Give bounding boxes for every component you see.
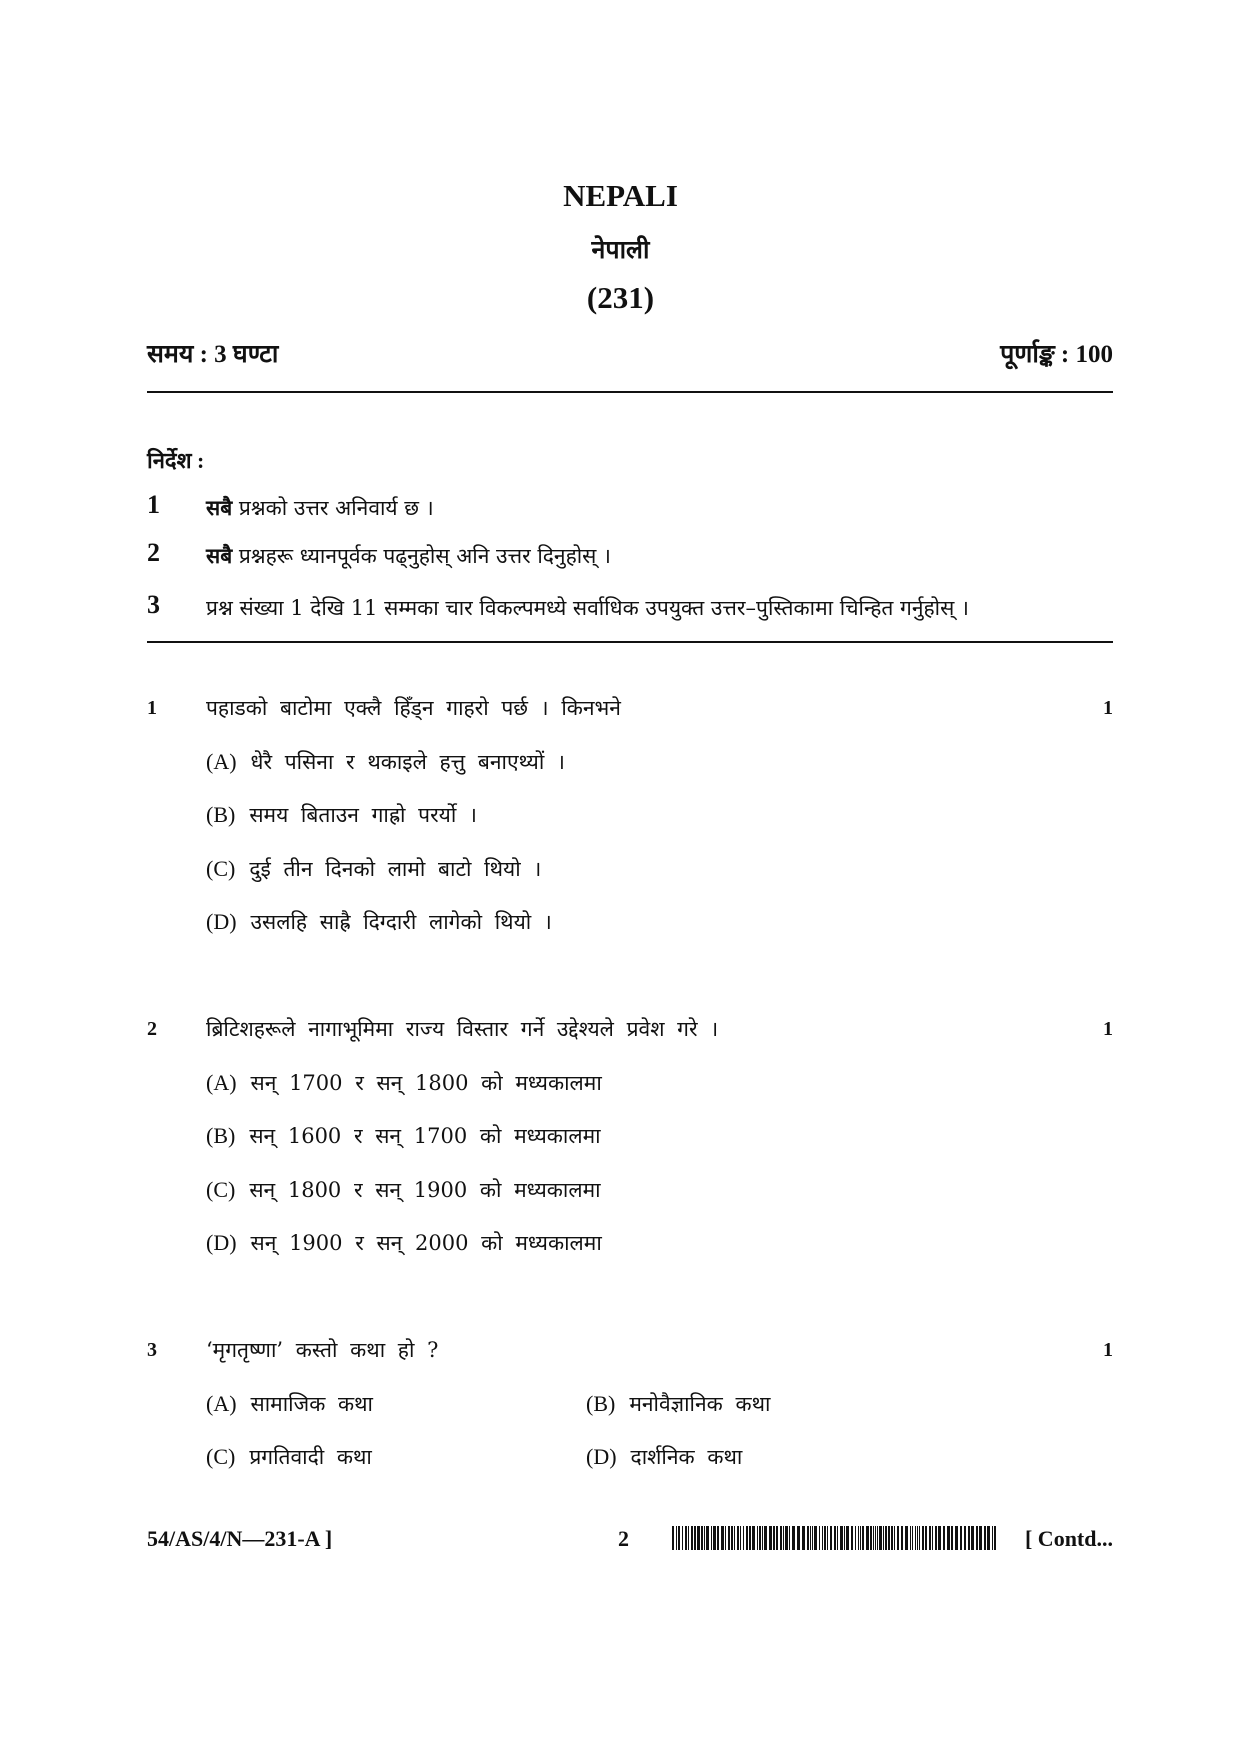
option-text: सन् 1700 र सन् 1800 को मध्यकालमा [250, 1071, 602, 1095]
barcode-bar [812, 1526, 813, 1550]
subject-title-nepali: नेपाली [591, 237, 650, 264]
option[interactable] [206, 1122, 601, 1150]
barcode-bar [925, 1526, 927, 1550]
question-number: 3 [147, 1339, 157, 1361]
barcode-bar [734, 1526, 735, 1550]
barcode-bar [960, 1526, 962, 1550]
barcode-bar [951, 1526, 953, 1550]
option[interactable] [206, 748, 565, 776]
full-marks: पूर्णाङ्क : 100 [1000, 341, 1113, 368]
option-label: (C) [206, 856, 236, 881]
instruction-body: प्रश्नको उत्तर अनिवार्य छ । [232, 496, 434, 520]
option-label: (A) [206, 749, 237, 774]
option[interactable] [586, 1443, 742, 1471]
barcode-bar [725, 1526, 726, 1550]
barcode-bar [929, 1526, 931, 1550]
barcode-bar [935, 1526, 937, 1550]
barcode-bar [819, 1526, 820, 1550]
barcode-bar [888, 1526, 890, 1550]
instruction-text [206, 594, 969, 622]
barcode-bar [797, 1526, 800, 1550]
barcode-bar [897, 1526, 899, 1550]
barcode-bar [992, 1526, 993, 1550]
barcode-bar [783, 1526, 784, 1550]
option-label: (C) [206, 1444, 236, 1469]
barcode-bar [769, 1526, 772, 1550]
barcode-bar [789, 1526, 790, 1550]
barcode-bar [875, 1526, 876, 1550]
barcode-bar [810, 1526, 811, 1550]
barcode-bar [740, 1526, 741, 1550]
barcode-bar [860, 1526, 861, 1550]
barcode-bar [691, 1526, 693, 1550]
barcode-bar [676, 1526, 677, 1550]
instruction-emphasis: सबै [206, 495, 233, 520]
barcode-bar [932, 1526, 933, 1550]
barcode-bar [685, 1526, 687, 1550]
barcode-bar [968, 1526, 970, 1550]
time-allowed: समय : 3 घण्टा [147, 341, 279, 368]
instruction-number: 3 [147, 590, 160, 619]
barcode-bar [894, 1526, 895, 1550]
barcode-bar [814, 1526, 817, 1550]
barcode-bar [701, 1526, 703, 1550]
subject-title: NEPALI [563, 178, 678, 213]
barcode-bar [706, 1526, 709, 1550]
barcode-bar [938, 1526, 941, 1550]
barcode-bar [704, 1526, 705, 1550]
option-label: (C) [206, 1177, 236, 1202]
question-text: पहाडको बाटोमा एक्लै हिँड्न गाहरो पर्छ । किनभने [206, 696, 621, 720]
option-text: प्रगतिवादी कथा [249, 1445, 372, 1469]
barcode-bar [844, 1526, 845, 1550]
barcode-bar [837, 1526, 838, 1550]
barcode-bar [678, 1526, 680, 1550]
option-label: (D) [206, 909, 237, 934]
barcode-bar [827, 1526, 828, 1550]
barcode-bar [762, 1526, 763, 1550]
instruction-number: 1 [147, 490, 160, 519]
barcode-bar [891, 1526, 893, 1550]
barcode-bar [910, 1526, 911, 1550]
barcode-bar [776, 1526, 778, 1550]
barcode-bar [922, 1526, 924, 1550]
option-text: दार्शनिक कथा [630, 1445, 743, 1469]
barcode-bar [901, 1526, 903, 1550]
barcode-bar [773, 1526, 775, 1550]
barcode-bar [694, 1526, 696, 1550]
barcode-bar [862, 1526, 864, 1550]
barcode-bar [749, 1526, 751, 1550]
barcode-bar [905, 1526, 908, 1550]
option-label: (D) [586, 1444, 617, 1469]
option-text: समय बिताउन गाह्रो परर्यो । [249, 803, 477, 827]
barcode-bar [976, 1526, 978, 1550]
option-text: सामाजिक कथा [250, 1392, 373, 1416]
question-marks: 1 [1103, 1018, 1113, 1040]
barcode-bar [711, 1526, 712, 1550]
barcode-bar [885, 1526, 887, 1550]
barcode-bar [915, 1526, 916, 1550]
barcode-bar [780, 1526, 782, 1550]
barcode-bar [688, 1526, 689, 1550]
instruction-body: प्रश्नहरू ध्यानपूर्वक पढ्नुहोस् अनि उत्तर दिनुहोस् । [232, 544, 612, 568]
barcode-bar [883, 1526, 884, 1550]
barcode-bar [752, 1526, 755, 1550]
barcode-bar [846, 1526, 849, 1550]
barcode-bar [807, 1526, 809, 1550]
option[interactable] [586, 1390, 770, 1418]
option-text: सन् 1900 र सन् 2000 को मध्यकालमा [250, 1231, 602, 1255]
option-label: (A) [206, 1070, 237, 1095]
option[interactable] [206, 1390, 373, 1418]
question-number: 2 [147, 1018, 157, 1040]
barcode-bar [672, 1526, 674, 1550]
barcode-bar [682, 1526, 683, 1550]
barcode-bar [947, 1526, 950, 1550]
barcode-bar [822, 1526, 823, 1550]
option[interactable] [206, 855, 541, 883]
option-text: सन् 1600 र सन् 1700 को मध्यकालमा [249, 1124, 601, 1148]
barcode-bar [917, 1526, 918, 1550]
barcode-bar [717, 1526, 719, 1550]
option[interactable] [206, 801, 477, 829]
barcode-icon [672, 1526, 1000, 1550]
barcode-bar [759, 1526, 761, 1550]
barcode-bar [979, 1526, 982, 1550]
barcode-bar [731, 1526, 733, 1550]
question-marks: 1 [1103, 697, 1113, 719]
question-marks: 1 [1103, 1339, 1113, 1361]
barcode-bar [987, 1526, 990, 1550]
instruction-text [206, 494, 434, 522]
barcode-bar [792, 1526, 795, 1550]
barcode-bar [873, 1526, 874, 1550]
barcode-bar [785, 1526, 788, 1550]
barcode-bar [840, 1526, 843, 1550]
question-text: ‘मृगतृष्णा’ कस्तो कथा हो ? [206, 1338, 439, 1362]
barcode-bar [830, 1526, 832, 1550]
barcode-bar [870, 1526, 872, 1550]
barcode-bar [955, 1526, 958, 1550]
option-label: (D) [206, 1230, 237, 1255]
barcode-bar [737, 1526, 739, 1550]
barcode-bar [994, 1526, 996, 1550]
barcode-bar [746, 1526, 748, 1550]
paper-code: 54/AS/4/N—231-A ] [147, 1526, 333, 1551]
continued-label: [ Contd... [1024, 1526, 1113, 1551]
barcode-bar [855, 1526, 856, 1550]
barcode-bar [866, 1526, 869, 1550]
instruction-number: 2 [147, 538, 160, 567]
barcode-bar [743, 1526, 744, 1550]
option-text: धेरै पसिना र थकाइले हत्तु बनाएथ्यों । [250, 750, 565, 774]
barcode-bar [851, 1526, 853, 1550]
barcode-bar [877, 1526, 878, 1550]
page-number: 2 [618, 1526, 629, 1551]
instruction-text [206, 542, 611, 570]
option-text: उसलहि साह्रै दिग्दारी लागेको थियो । [250, 910, 552, 934]
instruction-body: प्रश्न संख्या 1 देखि 11 सम्मका चार विकल्पमध्ये सर्वाधिक उपयुक्त उत्तर–पुस्तिकामा चिन्हित गर्नुहोस् । [206, 596, 969, 620]
instruction-emphasis: सबै [206, 543, 233, 568]
barcode-bar [697, 1526, 700, 1550]
barcode-bar [764, 1526, 767, 1550]
barcode-bar [858, 1526, 859, 1550]
instructions-heading: निर्देश : [147, 448, 205, 473]
option-label: (B) [206, 802, 236, 827]
subject-code: (231) [586, 280, 655, 315]
barcode-bar [721, 1526, 724, 1550]
barcode-bar [971, 1526, 974, 1550]
option-text: मनोवैज्ञानिक कथा [629, 1392, 771, 1416]
question-number: 1 [147, 697, 157, 719]
barcode-bar [728, 1526, 730, 1550]
barcode-bar [919, 1526, 920, 1550]
question-text: ब्रिटिशहरूले नागाभूमिमा राज्य विस्तार गर्ने उद्देश्यले प्रवेश गरे । [206, 1017, 719, 1041]
barcode-bar [912, 1526, 913, 1550]
barcode-bar [984, 1526, 986, 1550]
header-divider [147, 391, 1113, 393]
barcode-bar [834, 1526, 836, 1550]
option-label: (B) [206, 1123, 236, 1148]
option-label: (B) [586, 1391, 616, 1416]
barcode-bar [824, 1526, 826, 1550]
barcode-bar [943, 1526, 945, 1550]
barcode-bar [757, 1526, 758, 1550]
option[interactable] [206, 1229, 602, 1257]
instructions-divider [147, 641, 1113, 643]
barcode-bar [964, 1526, 966, 1550]
option-text: दुई तीन दिनको लामो बाटो थियो । [249, 857, 542, 881]
option[interactable] [206, 908, 552, 936]
option[interactable] [206, 1176, 601, 1204]
barcode-bar [879, 1526, 882, 1550]
option-label: (A) [206, 1391, 237, 1416]
barcode-bar [713, 1526, 716, 1550]
option-text: सन् 1800 र सन् 1900 को मध्यकालमा [249, 1178, 601, 1202]
option[interactable] [206, 1443, 372, 1471]
option[interactable] [206, 1069, 602, 1097]
barcode-bar [802, 1526, 805, 1550]
